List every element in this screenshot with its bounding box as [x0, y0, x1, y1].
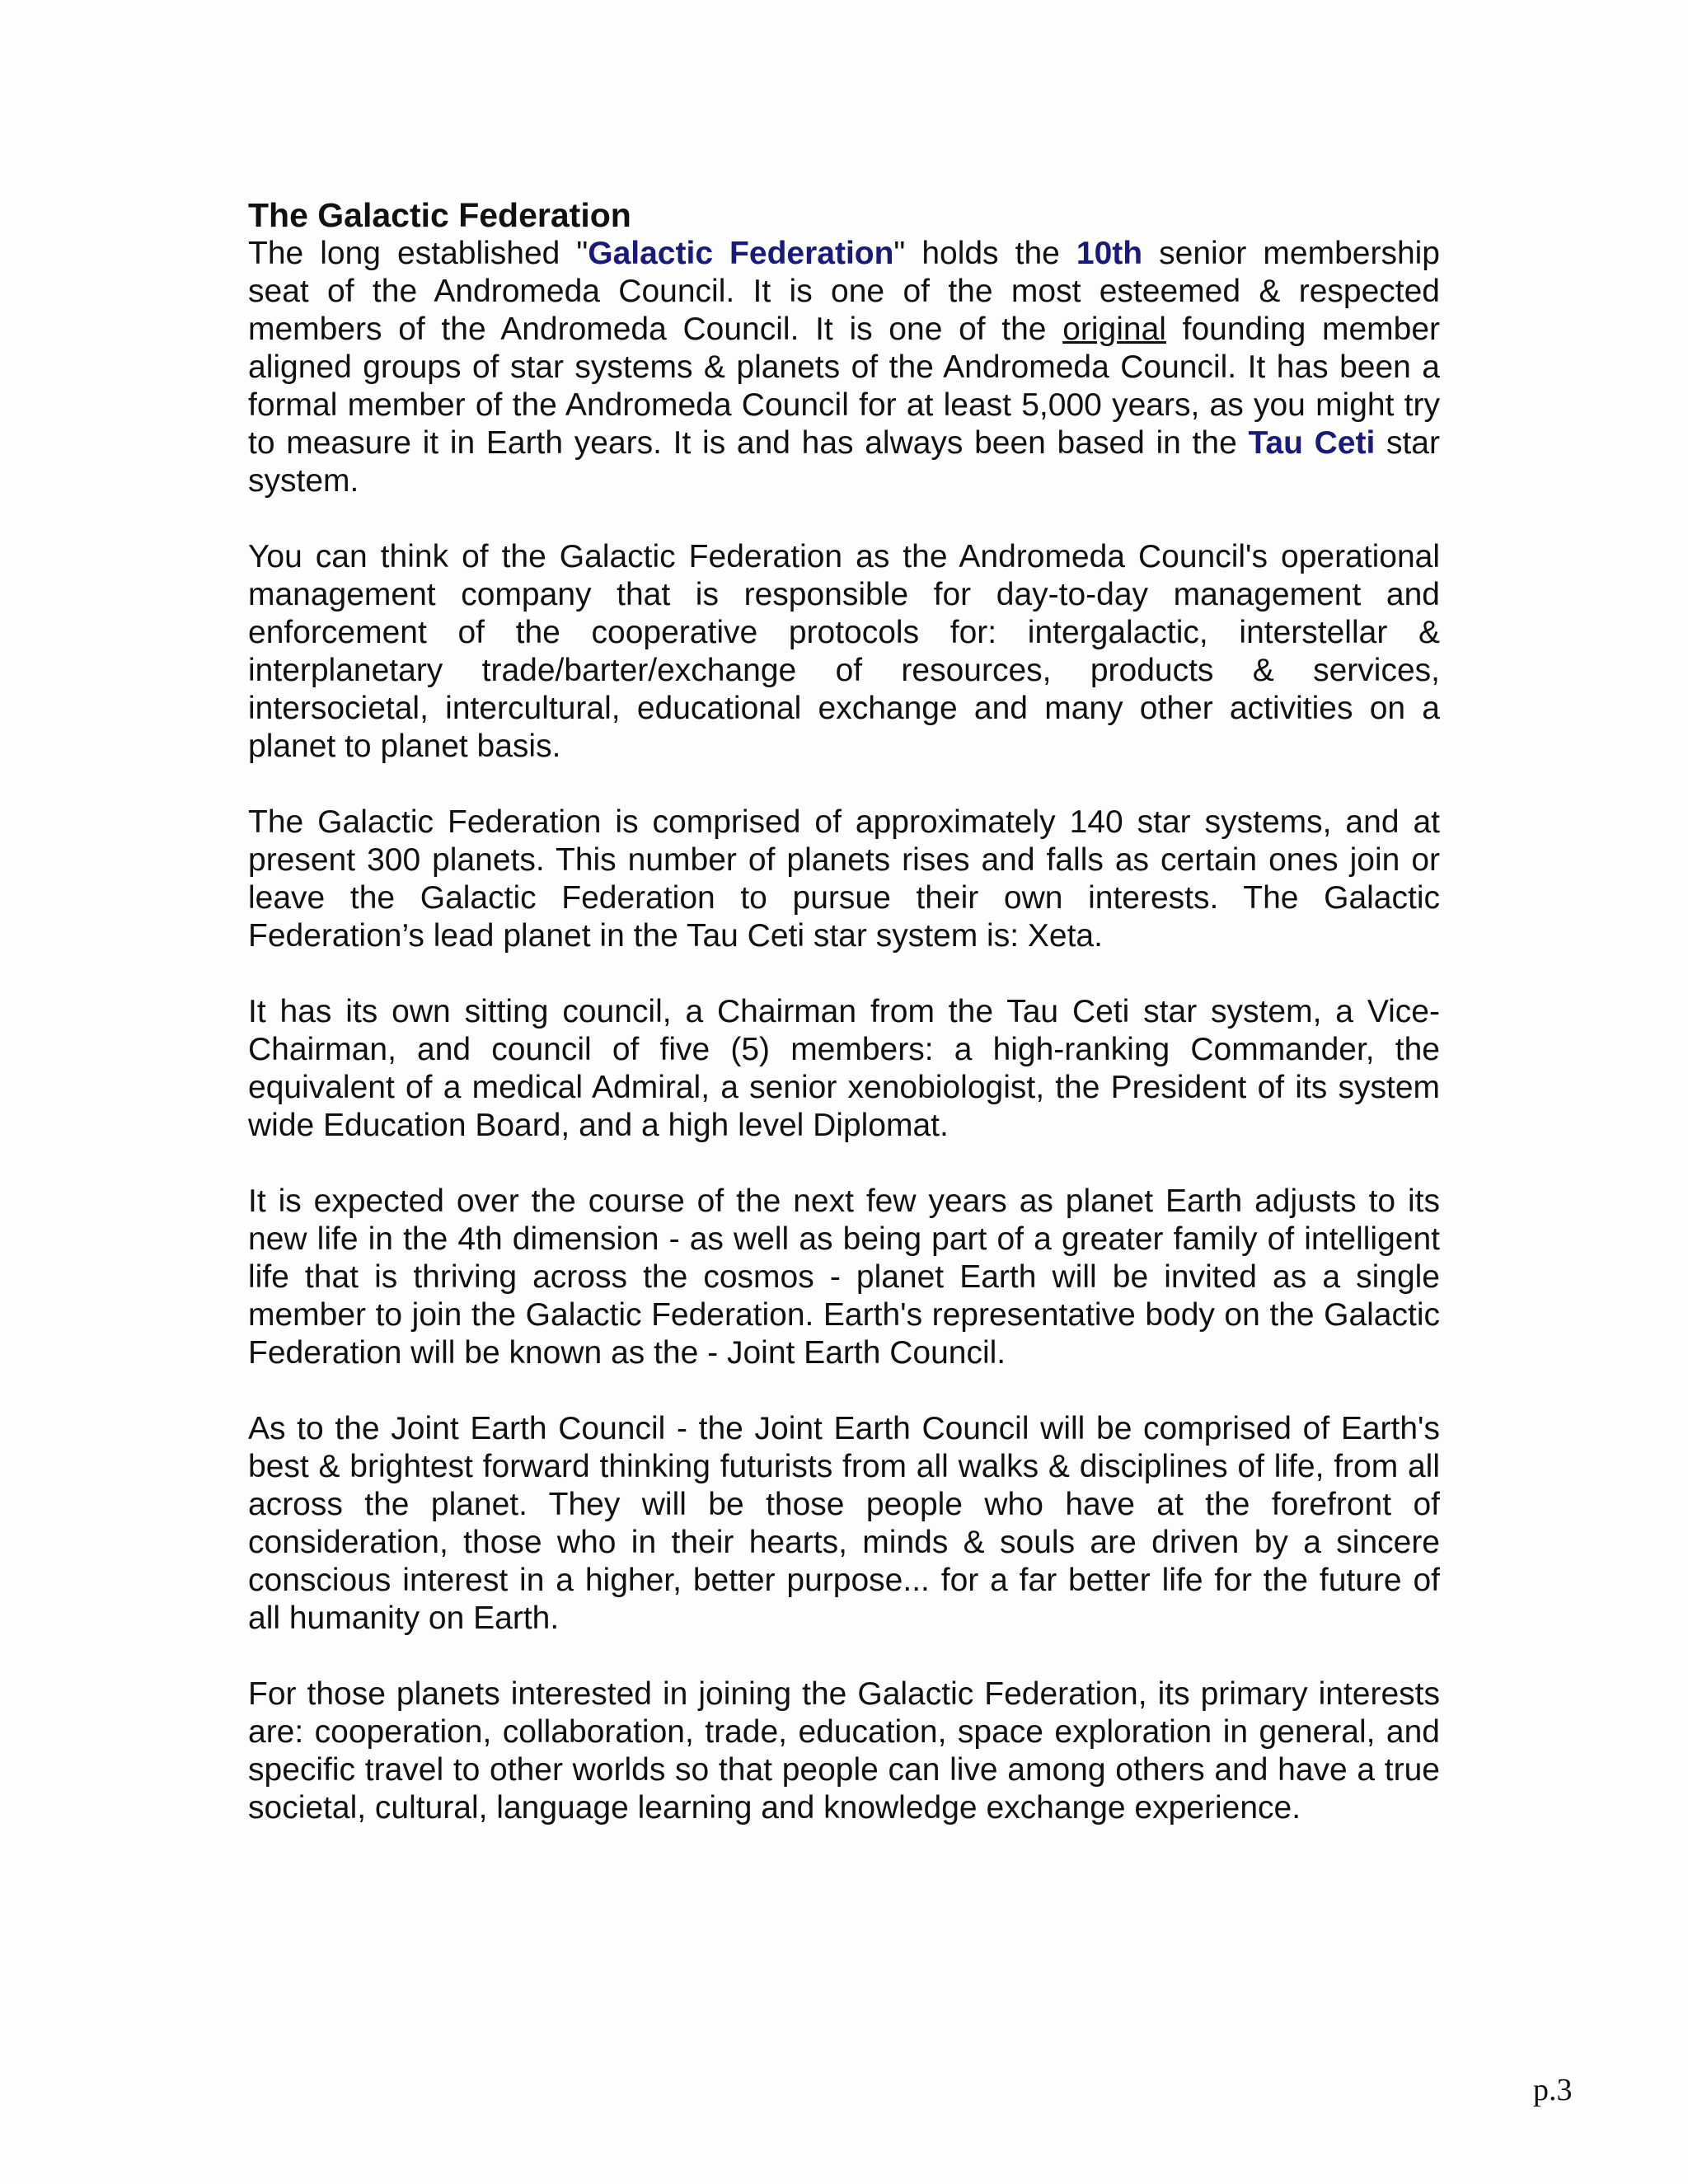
- paragraph-management: You can think of the Galactic Federation as the Andromeda Council's operational management company that is responsible for day-to-day management and enforcement of the cooperative protocols for: intergalactic, interstellar & interplanetary trade/barter/exchange of resources, products & services, intersocietal, intercultural, educational exchange and many other activities on a planet to planet basis.: [248, 539, 1440, 764]
- paragraph-earth-invitation: It is expected over the course of the next few years as planet Earth adjusts to its new life in the 4th dimension - as well as being part of a greater family of intelligent life that is thriving across the cosmos - planet Earth will be invited as a single member to join the Galactic Federation. Earth's representative body on the Galactic Federation will be known as the - Joint Earth Council.: [248, 1183, 1440, 1371]
- paragraph-intro: [248, 235, 1440, 500]
- document-title: The Galactic Federation: [248, 196, 631, 234]
- paragraph-composition: The Galactic Federation is comprised of approximately 140 star systems, and at present 300 planets. This number of planets rises and falls as certain ones join or leave the Galactic Federation to pursue their own interests. The Galactic Federation’s lead planet in the Tau Ceti star system is: Xeta.: [248, 804, 1440, 954]
- highlight-galactic-federation: Galactic Federation: [588, 236, 894, 271]
- paragraph-council: It has its own sitting council, a Chairman from the Tau Ceti star system, a Vice-Chairman, and council of five (5) members: a high-ranking Commander, the equivalent of a medical Admiral, a senior xenobiologist, the President of its system wide Education Board, and a high level Diplomat.: [248, 994, 1440, 1143]
- paragraph-text: " holds the: [893, 236, 1076, 271]
- paragraph-text: founding member aligned groups of star systems & planets of the Andromeda Council. It has been a formal member of the Andromeda Council for at least 5,000 years, as you might try to measure it in Earth years. It is and has always been based in the: [248, 312, 1441, 461]
- paragraph-interests: For those planets interested in joining the Galactic Federation, its primary interests are: cooperation, collaboration, trade, education, space exploration in general, and specific travel to other worlds so that people can live among others and have a true societal, cultural, language learning and knowledge exchange experience.: [248, 1676, 1440, 1825]
- underlined-original: original: [1062, 312, 1166, 347]
- paragraph-text: The long established ": [248, 236, 588, 271]
- paragraph-text: senior membership seat of the Andromeda Council. It is one of the most esteemed & respected members of the Andromeda Council. It is one of the: [248, 236, 1440, 347]
- paragraph-joint-earth-council: As to the Joint Earth Council - the Joint Earth Council will be comprised of Earth's best & brightest forward thinking futurists from all walks & disciplines of life, from all across the planet. They will be those people who have at the forefront of consideration, those who in their hearts, minds & souls are driven by a sincere conscious interest in a higher, better purpose... for a far better life for the future of all humanity on Earth.: [248, 1411, 1440, 1636]
- page-number: p.3: [1533, 2073, 1573, 2107]
- highlight-tau-ceti: Tau Ceti: [1248, 425, 1376, 461]
- highlight-10th: 10th: [1076, 236, 1143, 271]
- paragraph-text: star system.: [248, 425, 1440, 499]
- document-body: [248, 195, 1440, 1865]
